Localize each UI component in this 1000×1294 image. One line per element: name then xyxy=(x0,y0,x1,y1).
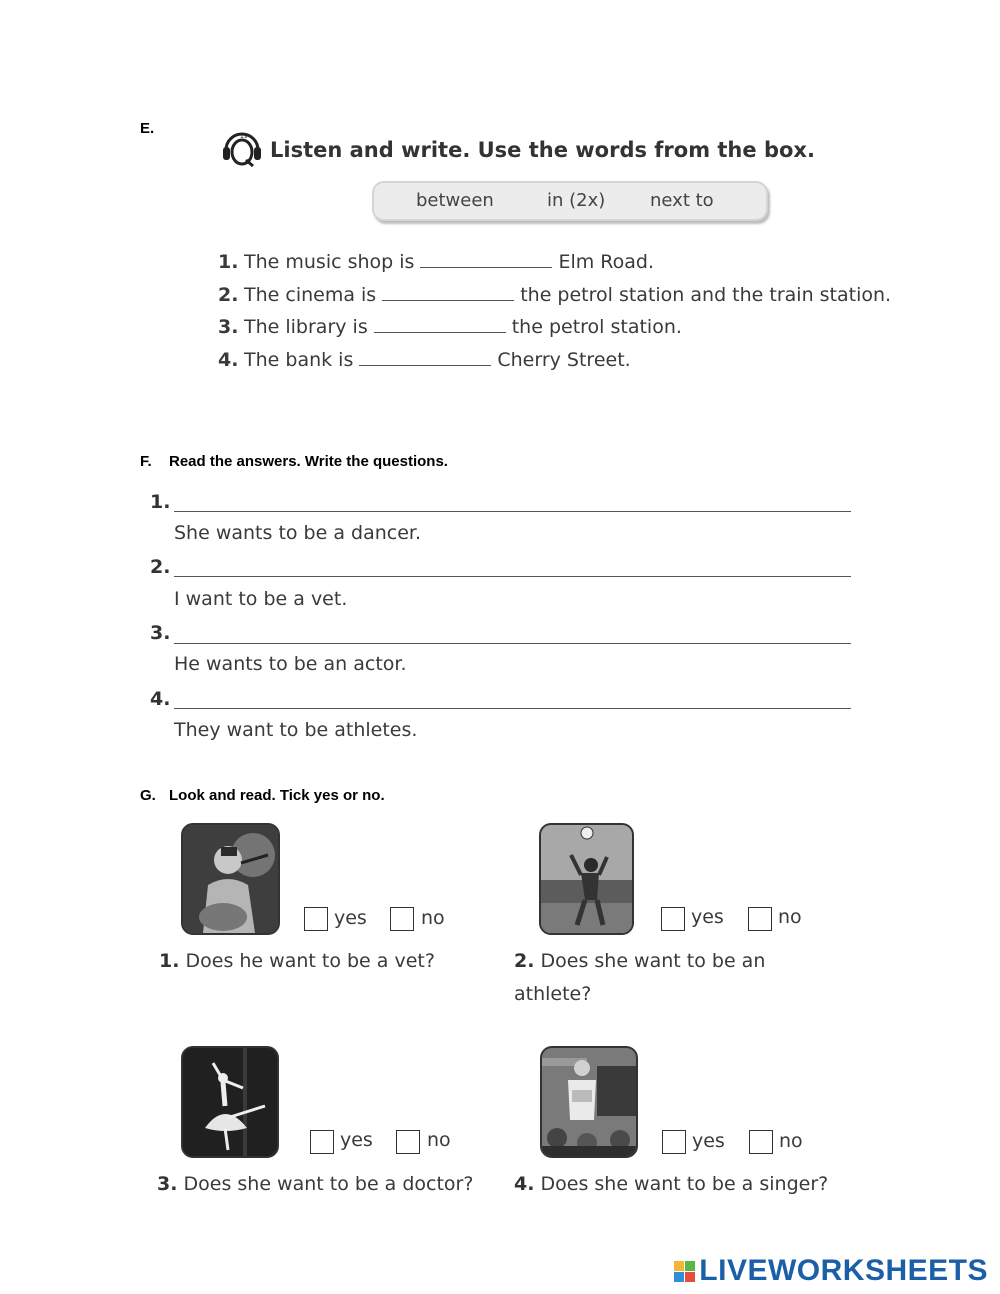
question-write-line-input[interactable] xyxy=(174,708,851,709)
answer-text: He wants to be an actor. xyxy=(174,653,407,675)
item-number: 1. xyxy=(218,251,239,273)
question-write-line-input[interactable] xyxy=(174,511,851,512)
yes-label: yes xyxy=(334,907,367,929)
question-text: Does she want to be a doctor? xyxy=(183,1173,474,1195)
question-write-line-input[interactable] xyxy=(174,643,851,644)
no-checkbox[interactable] xyxy=(749,1130,773,1154)
item-text-after: the petrol station and the train station. xyxy=(520,284,892,306)
question-number: 3. xyxy=(157,1173,178,1195)
answer-blank-input[interactable] xyxy=(359,351,491,366)
teacher-in-classroom-photo xyxy=(540,1046,638,1158)
no-label: no xyxy=(421,907,445,929)
liveworksheets-logo-icon xyxy=(674,1261,695,1282)
no-checkbox[interactable] xyxy=(748,907,772,931)
item-text-before: The cinema is xyxy=(244,284,377,306)
item-number: 2. xyxy=(218,284,239,306)
word-box-item: next to xyxy=(650,190,714,211)
question-item xyxy=(514,945,814,1011)
no-label: no xyxy=(778,906,802,928)
item-number: 3. xyxy=(218,316,239,338)
item-text-after: Elm Road. xyxy=(558,251,654,273)
girl-playing-football-photo xyxy=(539,823,634,935)
section-e-instruction: Listen and write. Use the words from the box. xyxy=(270,138,815,162)
answer-blank-input[interactable] xyxy=(420,253,552,268)
no-label: no xyxy=(427,1129,451,1151)
section-e-item xyxy=(218,251,654,273)
no-checkbox[interactable] xyxy=(390,907,414,931)
question-write-line-input[interactable] xyxy=(174,576,851,577)
section-e-item xyxy=(218,349,631,371)
liveworksheets-logo xyxy=(674,1254,988,1288)
answer-blank-input[interactable] xyxy=(382,286,514,301)
question-text: Does he want to be a vet? xyxy=(185,950,435,972)
section-e-item xyxy=(218,284,891,306)
answer-text: They want to be athletes. xyxy=(174,719,418,741)
question-item xyxy=(159,945,499,978)
yes-checkbox[interactable] xyxy=(304,907,328,931)
question-number: 4. xyxy=(514,1173,535,1195)
question-number: 2. xyxy=(514,950,535,972)
question-item xyxy=(157,1168,507,1201)
item-text-after: the petrol station. xyxy=(511,316,682,338)
section-e-item xyxy=(218,316,682,338)
item-text-after: Cherry Street. xyxy=(497,349,631,371)
word-box-item: between xyxy=(416,190,494,211)
section-f-letter: F. xyxy=(140,453,152,470)
question-item xyxy=(514,1168,864,1201)
singer-with-guitar-photo xyxy=(181,823,280,935)
question-number: 4. xyxy=(150,688,171,710)
section-g-letter: G. xyxy=(140,787,156,804)
yes-checkbox[interactable] xyxy=(310,1130,334,1154)
question-number: 1. xyxy=(159,950,180,972)
yes-checkbox[interactable] xyxy=(662,1130,686,1154)
question-number: 2. xyxy=(150,556,171,578)
word-box xyxy=(372,181,768,221)
answer-blank-input[interactable] xyxy=(374,318,506,333)
ballet-dancer-photo xyxy=(181,1046,279,1158)
question-number: 3. xyxy=(150,622,171,644)
section-f-title: Read the answers. Write the questions. xyxy=(169,453,448,470)
word-box-item: in (2x) xyxy=(547,190,606,211)
svg-text:19: 19 xyxy=(240,133,248,140)
item-text-before: The library is xyxy=(244,316,368,338)
question-number: 1. xyxy=(150,491,171,513)
yes-label: yes xyxy=(692,1130,725,1152)
item-text-before: The bank is xyxy=(244,349,354,371)
question-text: Does she want to be a singer? xyxy=(540,1173,829,1195)
listen-headphones-icon xyxy=(220,130,266,168)
answer-text: I want to be a vet. xyxy=(174,588,348,610)
answer-text: She wants to be a dancer. xyxy=(174,522,422,544)
question-text: Does she want to be an athlete? xyxy=(514,950,766,1005)
no-label: no xyxy=(779,1130,803,1152)
item-number: 4. xyxy=(218,349,239,371)
no-checkbox[interactable] xyxy=(396,1130,420,1154)
yes-label: yes xyxy=(691,906,724,928)
yes-label: yes xyxy=(340,1129,373,1151)
item-text-before: The music shop is xyxy=(244,251,415,273)
yes-checkbox[interactable] xyxy=(661,907,685,931)
section-g-title: Look and read. Tick yes or no. xyxy=(169,787,385,804)
section-e-letter: E. xyxy=(140,120,155,137)
logo-text: LIVEWORKSHEETS xyxy=(699,1254,988,1287)
